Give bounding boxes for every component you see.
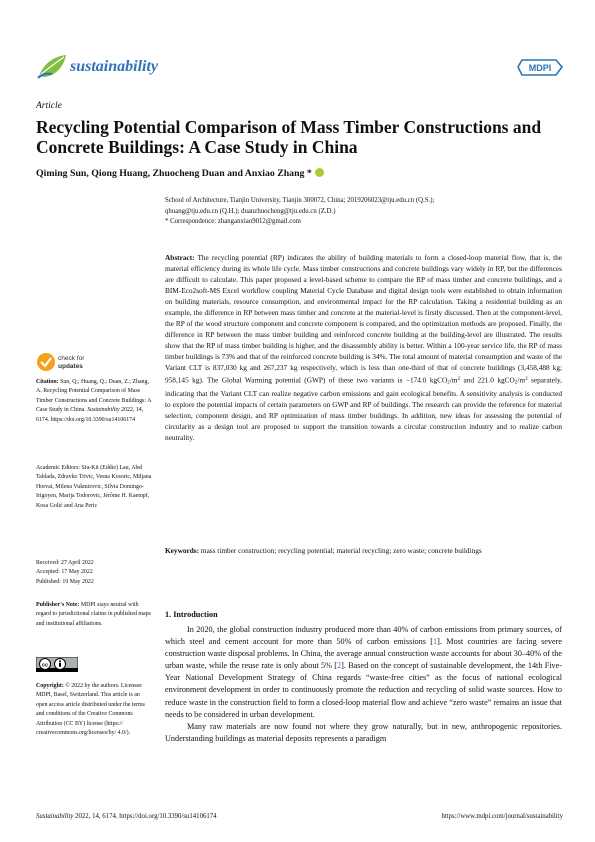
footer-journal: Sustainability bbox=[36, 813, 74, 820]
citation-block bbox=[36, 378, 152, 425]
affiliation-block bbox=[165, 196, 575, 228]
svg-text:cc: cc bbox=[41, 662, 49, 669]
text: In 2020, the global construction industry produced more than 40% of carbon emissions from primary sources, of which steel and cement account for more than 50% of carbon emissions [ bbox=[165, 625, 562, 647]
superscript: 2 bbox=[457, 375, 461, 382]
orcid-icon[interactable] bbox=[315, 168, 324, 177]
check-label: updates bbox=[58, 363, 83, 370]
received-date: Received: 27 April 2022 bbox=[36, 560, 94, 566]
author-names: Qiming Sun, Qiong Huang, Zhuocheng Duan and Anxiao Zhang * bbox=[36, 168, 312, 179]
keywords-text: mass timber construction; recycling potential; material recycling; zero waste; concrete buildings bbox=[200, 546, 482, 555]
affiliation-line: School of Architecture, Tianjin University, Tianjin 300072, China; 2019206023@tju.edu.cn (Q.S.); bbox=[165, 197, 435, 204]
footer-doi[interactable]: 2022, 14, 6174. https://doi.org/10.3390/su14106174 bbox=[75, 813, 217, 820]
text: ]. Most countries are facing severe construction waste disposal problems. In China, the average annual construction waste accounts for about 30–40% of the urban waste, while the reuse rate is only about 5% [ bbox=[165, 637, 562, 671]
citation-text: Sun, Q.; Huang, Q.; Duan, Z.; Zhang, A. Recycling Potential Comparison of Mass Timber Constructions and Concrete Buildings: A Case Study in China. bbox=[36, 379, 152, 414]
text: ]. Based on the concept of sustainable development, the 14th Five-Year National Development Strategy of China regards “waste-free cities” as the focus of national ecological environment development in order to continuously promote the reduction and recycling of solid waste sources. How to reduce waste in the construction field to form a closed-loop material flow and achieve “zero waste” remains an issue that needs to be considered in urban development. bbox=[165, 661, 563, 719]
abstract-text: and 221.0 kgCO bbox=[460, 374, 515, 384]
unit: /m bbox=[517, 374, 526, 384]
author-list bbox=[36, 168, 324, 179]
page-footer bbox=[36, 813, 563, 820]
leaf-icon bbox=[36, 52, 68, 82]
publisher-note bbox=[36, 601, 152, 629]
note-label: Publisher's Note: bbox=[36, 602, 80, 608]
accepted-date: Accepted: 17 May 2022 bbox=[36, 569, 93, 576]
citation-doi[interactable]: 2022, 14, 6174. https://doi.org/10.3390/su14106174 bbox=[36, 407, 144, 423]
footer-url[interactable]: https://www.mdpi.com/journal/sustainability bbox=[441, 813, 563, 820]
reference-link[interactable]: 2 bbox=[337, 661, 342, 671]
published-date: Published: 19 May 2022 bbox=[36, 578, 94, 585]
correspondence-line: * Correspondence: zhanganxiao9012@gmail.com bbox=[165, 218, 301, 225]
copyright-block bbox=[36, 682, 152, 738]
academic-editors: Academic Editors: Siu-Kit (Eddie) Lau, Abel Tablada, Zdravko Trivic, Vesna Kosoric, Miljana Horvat, Milena Vukmirovic, Silvia Domingo-Irigoyen, Marija Todorovic, Jérôme H. Kaempf, Kosa Golić and Ana Peric bbox=[36, 465, 152, 509]
paragraph bbox=[165, 624, 562, 721]
copyright-label: Copyright: bbox=[36, 683, 64, 689]
section-heading: 1. Introduction bbox=[165, 610, 218, 619]
abstract bbox=[165, 252, 562, 443]
keywords bbox=[165, 545, 562, 556]
abstract-text: separately, indicating that the Variant CLT can realize negative carbon emissions and gain ecological benefits. A sensitivity analysis is conducted to explore the potential impacts of certain parameters on GWP and RP of buildings. The research can provide the reference for material selection, component design, and RP optimization of mass timber buildings. In addition, new ideas for assessing the potential of circularity as a design tool are proposed to support the transition towards a circular construction industry and to realize carbon neutrality. bbox=[165, 374, 562, 443]
citation-journal: Sustainability bbox=[87, 407, 120, 414]
abstract-text: The recycling potential (RP) indicates the ability of building materials to form a closed-loop material flow, that is, the material efficiency during its whole life cycle. Mass timber constructions and concrete buildings vary widely in RP, but the differences are difficult to calculate. This paper proposed a level-based scheme to compare the RP of mass timber and concrete buildings, and a BIM-Eco2soft-MS Excel workflow coupling Material Cycle Database and digital design tools were established to obtain information on building materials, resource consumption, and environmental impact for the RP calculation. Taking a residential building as an example, the difference in RP between mass timber and concrete at the material-level is firstly discussed. Then at the component-level, the RP of the wood structure component and concrete component is compared, and the optimization methods are proposed. Finally, the difference in RP between the mass timber building and reinforced concrete building at the building-level are illustrated. The results show that the RP of mass timber building is higher, and the disassembly ability is better. Within a 100-year service life, the RP of mass timber buildings is 73% and that of the reinforced concrete building is 34%. The total amount of material consumption and waste of the Variant CLT is 837,030 kg and 267,237 kg respectively, which is less than one-third of that of concrete buildings (3,458,488 kg; 958,145 kg). The Global Warming potential (GWP) of these two variants is −174.0 kgCO bbox=[165, 253, 562, 384]
mdpi-logo-text: MDPI bbox=[528, 63, 552, 73]
reference-link[interactable]: 1 bbox=[433, 637, 438, 647]
citation-label: Citation: bbox=[36, 379, 59, 385]
note-text: MDPI stays neutral with regard to jurisdictional claims in published maps and institutional affiliations. bbox=[36, 602, 151, 627]
journal-name: sustainability bbox=[70, 58, 159, 75]
check-for-updates-icon[interactable] bbox=[36, 351, 96, 373]
mdpi-logo bbox=[516, 56, 564, 78]
keywords-label: Keywords: bbox=[165, 546, 200, 555]
intro-text bbox=[165, 624, 562, 745]
superscript: 2 bbox=[525, 375, 528, 382]
dates-block bbox=[36, 559, 152, 587]
subscript: 2 bbox=[447, 379, 450, 386]
abstract-label: Abstract: bbox=[165, 253, 195, 262]
affiliation-line: qhuang@tju.edu.cn (Q.H.); duanzhuocheng@tju.edu.cn (Z.D.) bbox=[165, 207, 336, 215]
unit: /m bbox=[449, 374, 458, 384]
paragraph: Many raw materials are now found not where they grow naturally, but in new, anthropogenic repositories. Understanding buildings as material deposits represents a paradigm bbox=[165, 721, 562, 743]
subscript: 2 bbox=[514, 379, 518, 386]
check-label: check for bbox=[58, 355, 85, 362]
copyright-text: © 2022 by the authors. Licensee MDPI, Basel, Switzerland. This article is an open access article distributed under the terms and conditions of the Creative Commons Attribution (CC BY) license (https:// creativecommons.org/licenses/by/ 4.0/). bbox=[36, 683, 145, 737]
cc-by-icon[interactable] bbox=[36, 657, 78, 672]
article-type: Article bbox=[36, 101, 62, 111]
article-title: Recycling Potential Comparison of Mass Timber Constructions and Concrete Buildings: A Case Study in China bbox=[36, 117, 542, 157]
